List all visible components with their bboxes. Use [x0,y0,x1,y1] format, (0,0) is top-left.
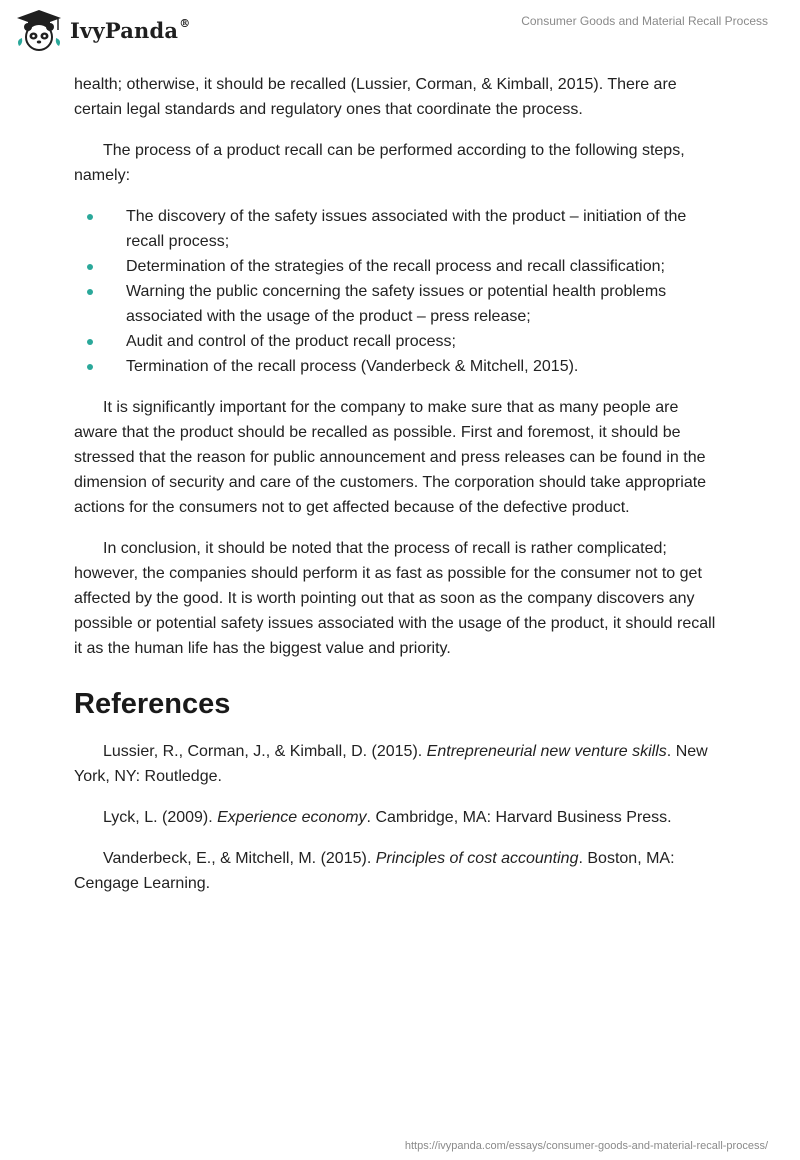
essay-body [74,72,724,912]
recall-steps-list [74,204,724,379]
paragraph: It is significantly important for the company to make sure that as many people are aware that the product should be recalled as possible. First and foremost, it should be stressed that the reason for public announcement and press releases can be found in the dimension of security and care of the customers. The corporation should take appropriate actions for the consumers not to get affected because of the defective product. [74,399,707,516]
list-item: Audit and control of the product recall process; [74,329,724,354]
paragraph: In conclusion, it should be noted that the process of recall is rather complicated; however, the companies should perform it as fast as possible for the consumer not to get affected by the good. It is worth pointing out that as soon as the company discovers any possible or potential safety issues associated with the usage of the product, it should recall it as the human life has the biggest value and priority. [74,540,716,657]
list-item: Determination of the strategies of the recall process and recall classification; [74,254,724,279]
site-logo[interactable] [14,8,190,52]
bullet-dot-icon [87,214,93,220]
bullet-dot-icon [87,339,93,345]
document-title: Consumer Goods and Material Recall Process [521,14,768,28]
bullet-dot-icon [87,264,93,270]
source-url-link[interactable]: https://ivypanda.com/essays/consumer-goods-and-material-recall-process/ [404,1140,768,1152]
list-item: The discovery of the safety issues associated with the product – initiation of the recall process; [74,204,724,254]
reference-item: Lussier, R., Corman, J., & Kimball, D. (2015). Entrepreneurial new venture skills. New York, NY: Routledge. [74,743,708,785]
reference-item: Lyck, L. (2009). Experience economy. Cambridge, MA: Harvard Business Press. [103,809,672,826]
list-item: Warning the public concerning the safety issues or potential health problems associated with the usage of the product – press release; [74,279,724,329]
list-item: Termination of the recall process (Vanderbeck & Mitchell, 2015). [74,354,724,379]
logo-text: IvyPanda® [70,16,191,43]
paragraph: health; otherwise, it should be recalled (Lussier, Corman, & Kimball, 2015). There are certain legal standards and regulatory ones that coordinate the process. [74,76,677,118]
bullet-dot-icon [87,289,93,295]
references-heading: References [74,688,231,720]
paragraph: The process of a product recall can be performed according to the following steps, namely: [74,142,685,184]
bullet-dot-icon [87,364,93,370]
panda-logo-icon [14,8,64,52]
reference-item: Vanderbeck, E., & Mitchell, M. (2015). Principles of cost accounting. Boston, MA: Cengage Learning. [74,850,675,892]
